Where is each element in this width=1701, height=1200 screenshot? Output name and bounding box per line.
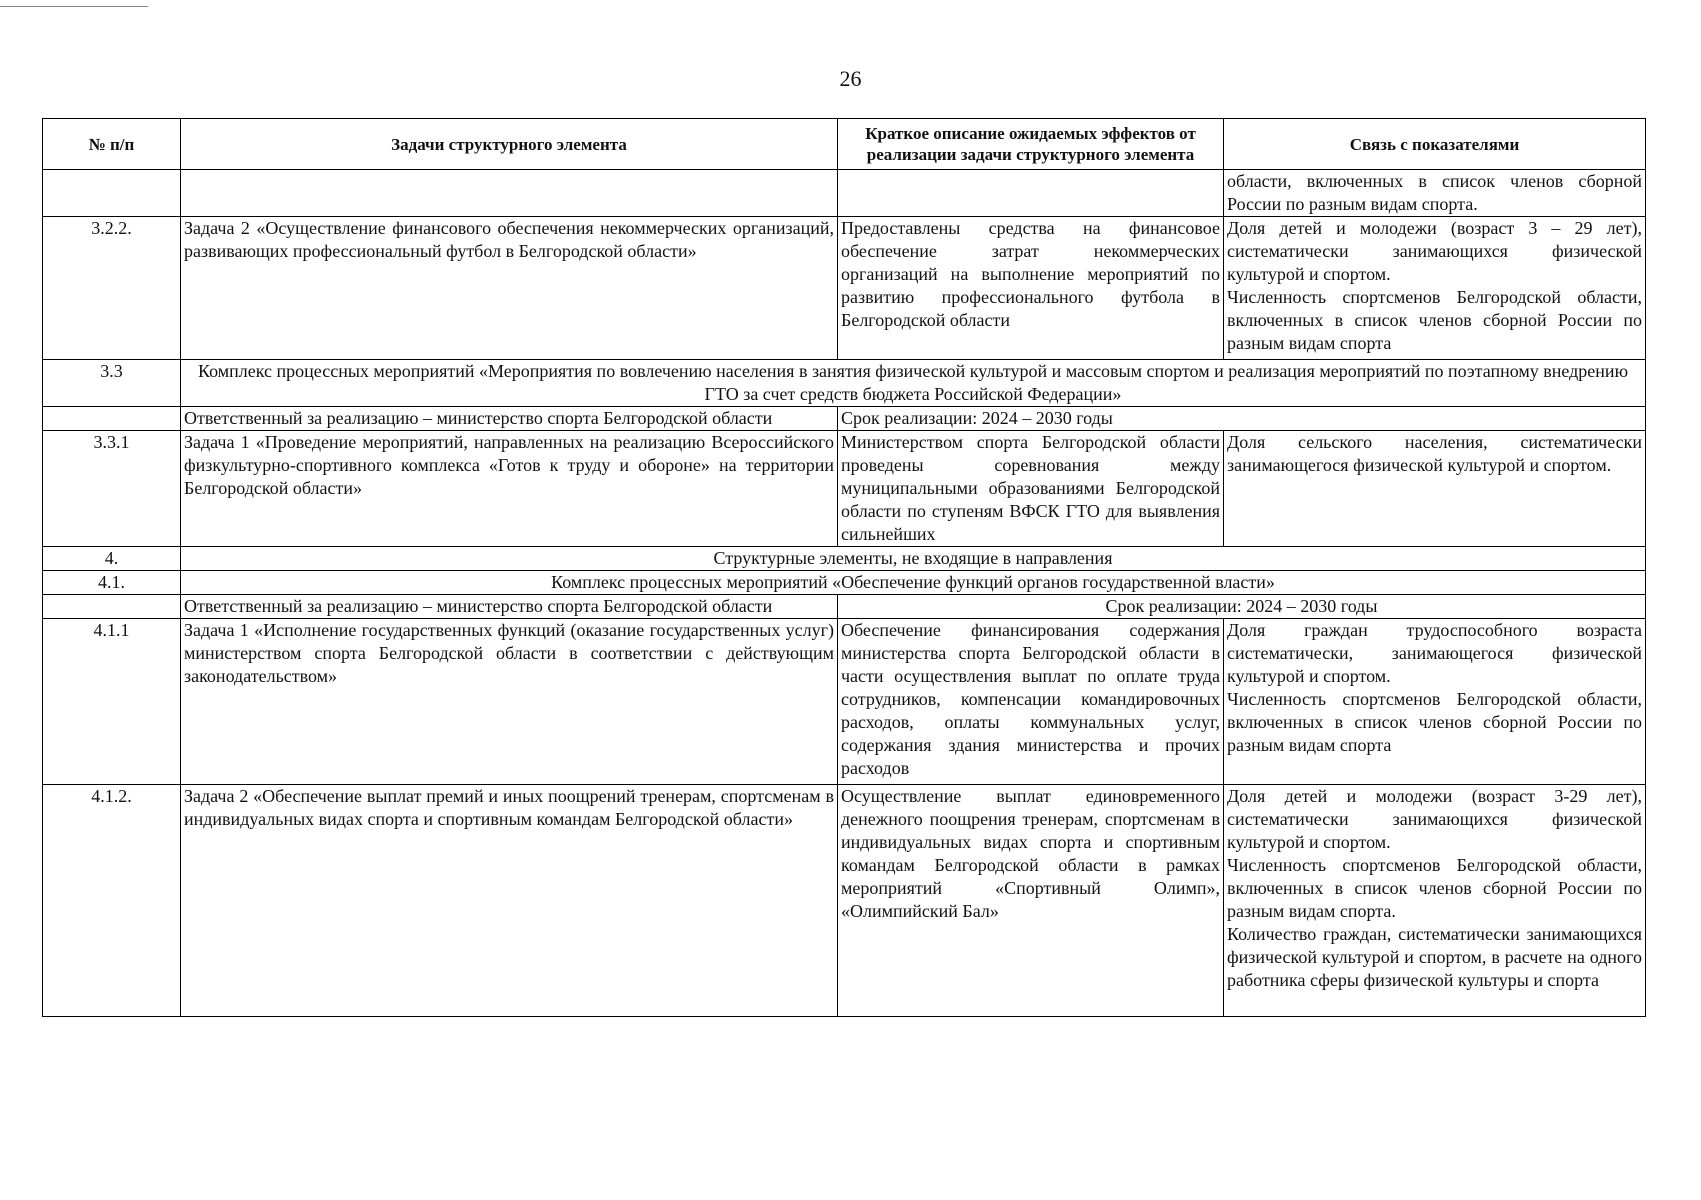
table-row [43,619,1646,785]
cell-effect [838,170,1224,217]
section-title: Комплекс процессных мероприятий «Мероприятия по вовлечению населения в занятия физической культурой и массовым спортом и реализация мероприятий по поэтапному внедрению ГТО за счет средств бюджета Российской Федерации» [181,360,1646,407]
indicator-text: Количество граждан, систематически занимающихся физической культурой и спортом, в расчете на одного работника сферы физической культуры и спорта [1227,924,1642,990]
cell-indicator: области, включенных в список членов сборной России по разным видам спорта. [1224,170,1646,217]
term-text: Срок реализации: 2024 – 2030 годы [838,407,1646,431]
cell-effect: Предоставлены средства на финансовое обеспечение затрат некоммерческих организаций на выполнение мероприятий по развитию профессионального футбола в Белгородской области [838,217,1224,360]
cell-number: 3.3.1 [43,431,181,547]
cell-effect: Министерством спорта Белгородской области проведены соревнования между муниципальными образованиями Белгородской области по ступеням ВФСК ГТО для выявления сильнейших [838,431,1224,547]
cell-task: Задача 1 «Проведение мероприятий, направленных на реализацию Всероссийского физкультурно-спортивного комплекса «Готов к труду и обороне» на территории Белгородской области» [181,431,838,547]
indicator-text: Численность спортсменов Белгородской области, включенных в список членов сборной России по разным видам спорта [1227,287,1642,353]
cell-number: 4.1. [43,571,181,595]
table-row [43,431,1646,547]
cell-number: 4.1.1 [43,619,181,785]
cell-indicator [1224,217,1646,360]
header-indicators: Связь с показателями [1224,119,1646,170]
header-tasks: Задачи структурного элемента [181,119,838,170]
term-text: Срок реализации: 2024 – 2030 годы [838,595,1646,619]
cell-number [43,407,181,431]
table-header-row [43,119,1646,170]
responsible-row [43,407,1646,431]
cell-effect: Осуществление выплат единовременного денежного поощрения тренерам, спортсменам в индивидуальных видах спорта и спортивным командам Белгородской области в рамках мероприятий «Спортивный Олимп», «Олимпийский Бал» [838,785,1224,1017]
cell-task [181,170,838,217]
page-number: 26 [839,66,862,91]
indicator-text: Численность спортсменов Белгородской области, включенных в список членов сборной России по разным видам спорта [1227,689,1642,755]
top-rule [0,6,148,7]
table-row [43,785,1646,1017]
cell-indicator [1224,619,1646,785]
responsible-text: Ответственный за реализацию – министерство спорта Белгородской области [181,595,838,619]
responsible-text: Ответственный за реализацию – министерство спорта Белгородской области [181,407,838,431]
indicator-text: Доля граждан трудоспособного возраста систематически, занимающегося физической культурой и спортом. [1227,620,1642,686]
section-title: Структурные элементы, не входящие в направления [181,547,1646,571]
cell-task: Задача 1 «Исполнение государственных функций (оказание государственных услуг) министерством спорта Белгородской области в соответствии с действующим законодательством» [181,619,838,785]
section-row [43,547,1646,571]
section-title: Комплекс процессных мероприятий «Обеспечение функций органов государственной власти» [181,571,1646,595]
header-number: № п/п [43,119,181,170]
table-row [43,217,1646,360]
cell-number: 3.3 [43,360,181,407]
header-effects: Краткое описание ожидаемых эффектов от реализации задачи структурного элемента [838,119,1224,170]
indicator-text: Численность спортсменов Белгородской области, включенных в список членов сборной России по разным видам спорта. [1227,855,1642,921]
cell-task: Задача 2 «Обеспечение выплат премий и иных поощрений тренерам, спортсменам в индивидуальных видах спорта и спортивным командам Белгородской области» [181,785,838,1017]
measures-table [42,118,1646,1017]
indicator-text: Доля детей и молодежи (возраст 3 – 29 лет), систематически занимающихся физической культурой и спортом. [1227,218,1642,284]
indicator-text: Доля детей и молодежи (возраст 3-29 лет), систематически занимающихся физической культурой и спортом. [1227,786,1642,852]
cell-effect: Обеспечение финансирования содержания министерства спорта Белгородской области в части осуществления выплат по оплате труда сотрудников, компенсации командировочных расходов, оплаты коммунальных услуг, содержания здания министерства и прочих расходов [838,619,1224,785]
section-row [43,571,1646,595]
cell-number [43,170,181,217]
cell-number: 4.1.2. [43,785,181,1017]
cell-indicator [1224,785,1646,1017]
cell-number: 3.2.2. [43,217,181,360]
section-row [43,360,1646,407]
cell-number: 4. [43,547,181,571]
cell-task: Задача 2 «Осуществление финансового обеспечения некоммерческих организаций, развивающих профессиональный футбол в Белгородской области» [181,217,838,360]
table-row [43,170,1646,217]
cell-number [43,595,181,619]
cell-indicator: Доля сельского населения, систематически занимающегося физической культурой и спортом. [1224,431,1646,547]
responsible-row [43,595,1646,619]
